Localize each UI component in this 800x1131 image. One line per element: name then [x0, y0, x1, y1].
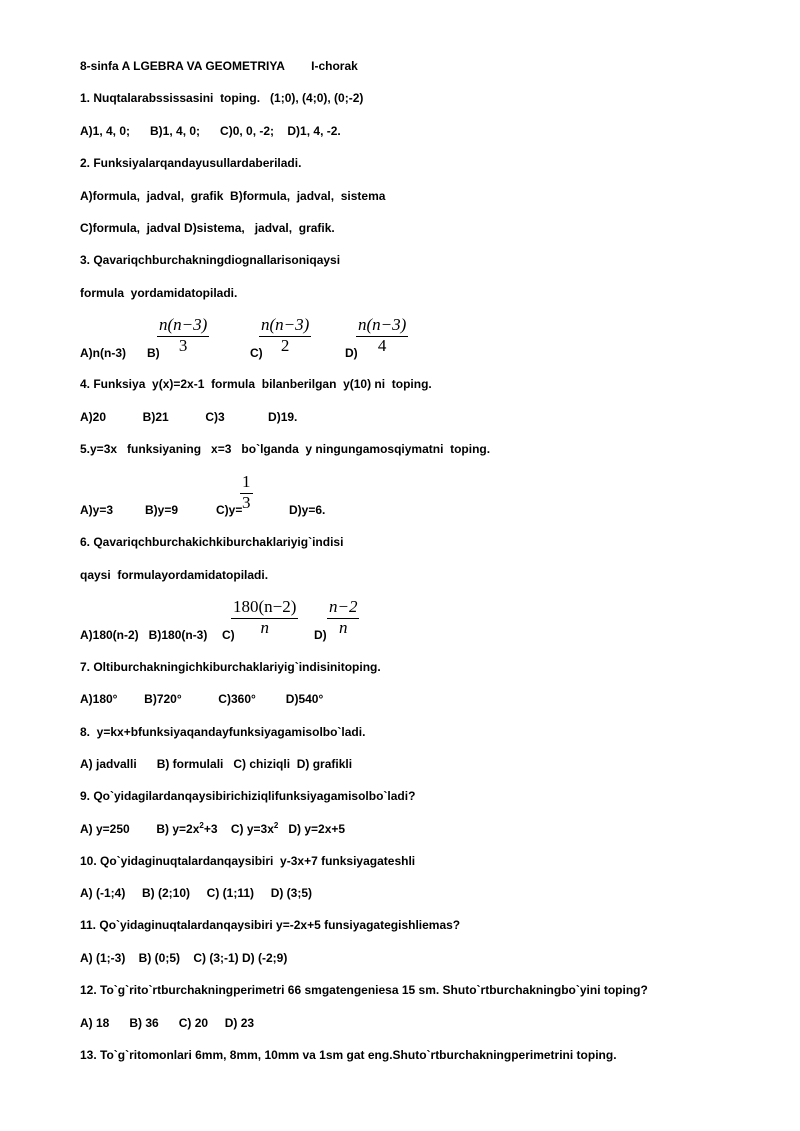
question-3-cont: formula yordamidatopiladi. — [80, 286, 238, 300]
question-5: 5.y=3x funksiyaning x=3 bo`lganda y ningungamosqiymatni toping. — [80, 442, 491, 456]
answers-9-pre: A) y=250 B) y=2x — [80, 822, 200, 836]
question-10: 10. Qo`yidaginuqtalardanqaysibiri y-3x+7 funksiyagateshli — [80, 854, 416, 868]
question-8: 8. y=kx+bfunksiyaqandayfunksiyagamisolbo`ladi. — [80, 725, 366, 739]
fraction-5-c-den: 3 — [242, 493, 251, 512]
fraction-6-c — [231, 597, 298, 637]
answers-9 — [80, 822, 345, 836]
answers-1: A)1, 4, 0; B)1, 4, 0; C)0, 0, -2; D)1, 4, -2. — [80, 124, 341, 138]
fraction-3-c-den: 2 — [280, 336, 290, 355]
answers-9-exp2: 2 — [273, 821, 279, 830]
fraction-6-d-den: n — [338, 618, 348, 637]
fraction-6-c-den: n — [260, 618, 269, 637]
answer-6-c-label: C) — [222, 628, 235, 642]
question-6: 6. Qavariqchburchakichkiburchaklariyig`indisi — [80, 535, 344, 549]
question-2: 2. Funksiyalarqandayusullardaberiladi. — [80, 156, 302, 170]
fraction-6-d — [327, 597, 359, 637]
answers-9-post: D) y=2x+5 — [278, 822, 346, 836]
answers-12: A) 18 B) 36 C) 20 D) 23 — [80, 1016, 255, 1030]
answer-3-c-label: C) — [250, 346, 263, 360]
fraction-5-c — [240, 472, 253, 512]
answers-9-exp1: 2 — [199, 821, 204, 830]
fraction-6-d-num: n−2 — [327, 597, 359, 619]
answers-11: A) (1;-3) B) (0;5) C) (3;-1) D) (-2;9) — [80, 951, 288, 965]
answers-7: A)180° B)720° C)360° D)540° — [80, 692, 324, 706]
fraction-3-c — [259, 315, 311, 355]
question-1: 1. Nuqtalarabssissasini toping. (1;0), (4;0), (0;-2) — [80, 91, 364, 105]
fraction-3-d-den: 4 — [377, 336, 387, 355]
fraction-5-c-num: 1 — [240, 472, 253, 494]
answer-3-a: A)n(n-3) — [80, 346, 126, 360]
fraction-3-b — [157, 315, 209, 355]
question-12: 12. To`g`rito`rtburchakningperimetri 66 smgatengeniesa 15 sm. Shuto`rtburchakningbo`yini toping? — [80, 983, 648, 997]
fraction-3-b-den: 3 — [178, 336, 188, 355]
answers-2b: C)formula, jadval D)sistema, jadval, grafik. — [80, 221, 335, 235]
question-11: 11. Qo`yidaginuqtalardanqaysibiri y=-2x+5 funsiyagategishliemas? — [80, 918, 461, 932]
question-6-cont: qaysi formulayordamidatopiladi. — [80, 568, 269, 582]
question-3: 3. Qavariqchburchakningdiognallarisoniqaysi — [80, 253, 341, 267]
answers-9-mid: +3 C) y=3x — [203, 822, 274, 836]
answers-4: A)20 B)21 C)3 D)19. — [80, 410, 298, 424]
answer-3-b-label: B) — [147, 346, 160, 360]
answer-5-b: B)y=9 — [145, 503, 179, 517]
question-13: 13. To`g`ritomonlari 6mm, 8mm, 10mm va 1sm gat eng.Shuto`rtburchakningperimetrini toping. — [80, 1048, 617, 1062]
fraction-3-d-num: n(n−3) — [356, 315, 408, 337]
question-9: 9. Qo`yidagilardanqaysibirichiziqlifunksiyagamisolbo`ladi? — [80, 789, 416, 803]
answers-8: A) jadvalli B) formulali C) chiziqli D) grafikli — [80, 757, 353, 771]
answer-5-d: D)y=6. — [289, 503, 326, 517]
worksheet-header: 8-sinfa A LGEBRA VA GEOMETRIYA I-chorak — [80, 59, 358, 73]
answer-6-d-label: D) — [314, 628, 327, 642]
question-7: 7. Oltiburchakningichkiburchaklariyig`indisinitoping. — [80, 660, 381, 674]
question-4: 4. Funksiya y(x)=2x-1 formula bilanberilgan y(10) ni toping. — [80, 377, 432, 391]
answer-5-a: A)y=3 — [80, 503, 114, 517]
fraction-3-b-num: n(n−3) — [157, 315, 209, 337]
answers-6-ab: A)180(n-2) B)180(n-3) — [80, 628, 208, 642]
answers-2a: A)formula, jadval, grafik B)formula, jadval, sistema — [80, 189, 386, 203]
answer-3-d-label: D) — [345, 346, 358, 360]
answer-5-c-label: C)y= — [216, 503, 243, 517]
answers-10: A) (-1;4) B) (2;10) C) (1;11) D) (3;5) — [80, 886, 313, 900]
fraction-3-d — [356, 315, 408, 355]
fraction-3-c-num: n(n−3) — [259, 315, 311, 337]
fraction-6-c-num: 180(n−2) — [231, 597, 298, 619]
